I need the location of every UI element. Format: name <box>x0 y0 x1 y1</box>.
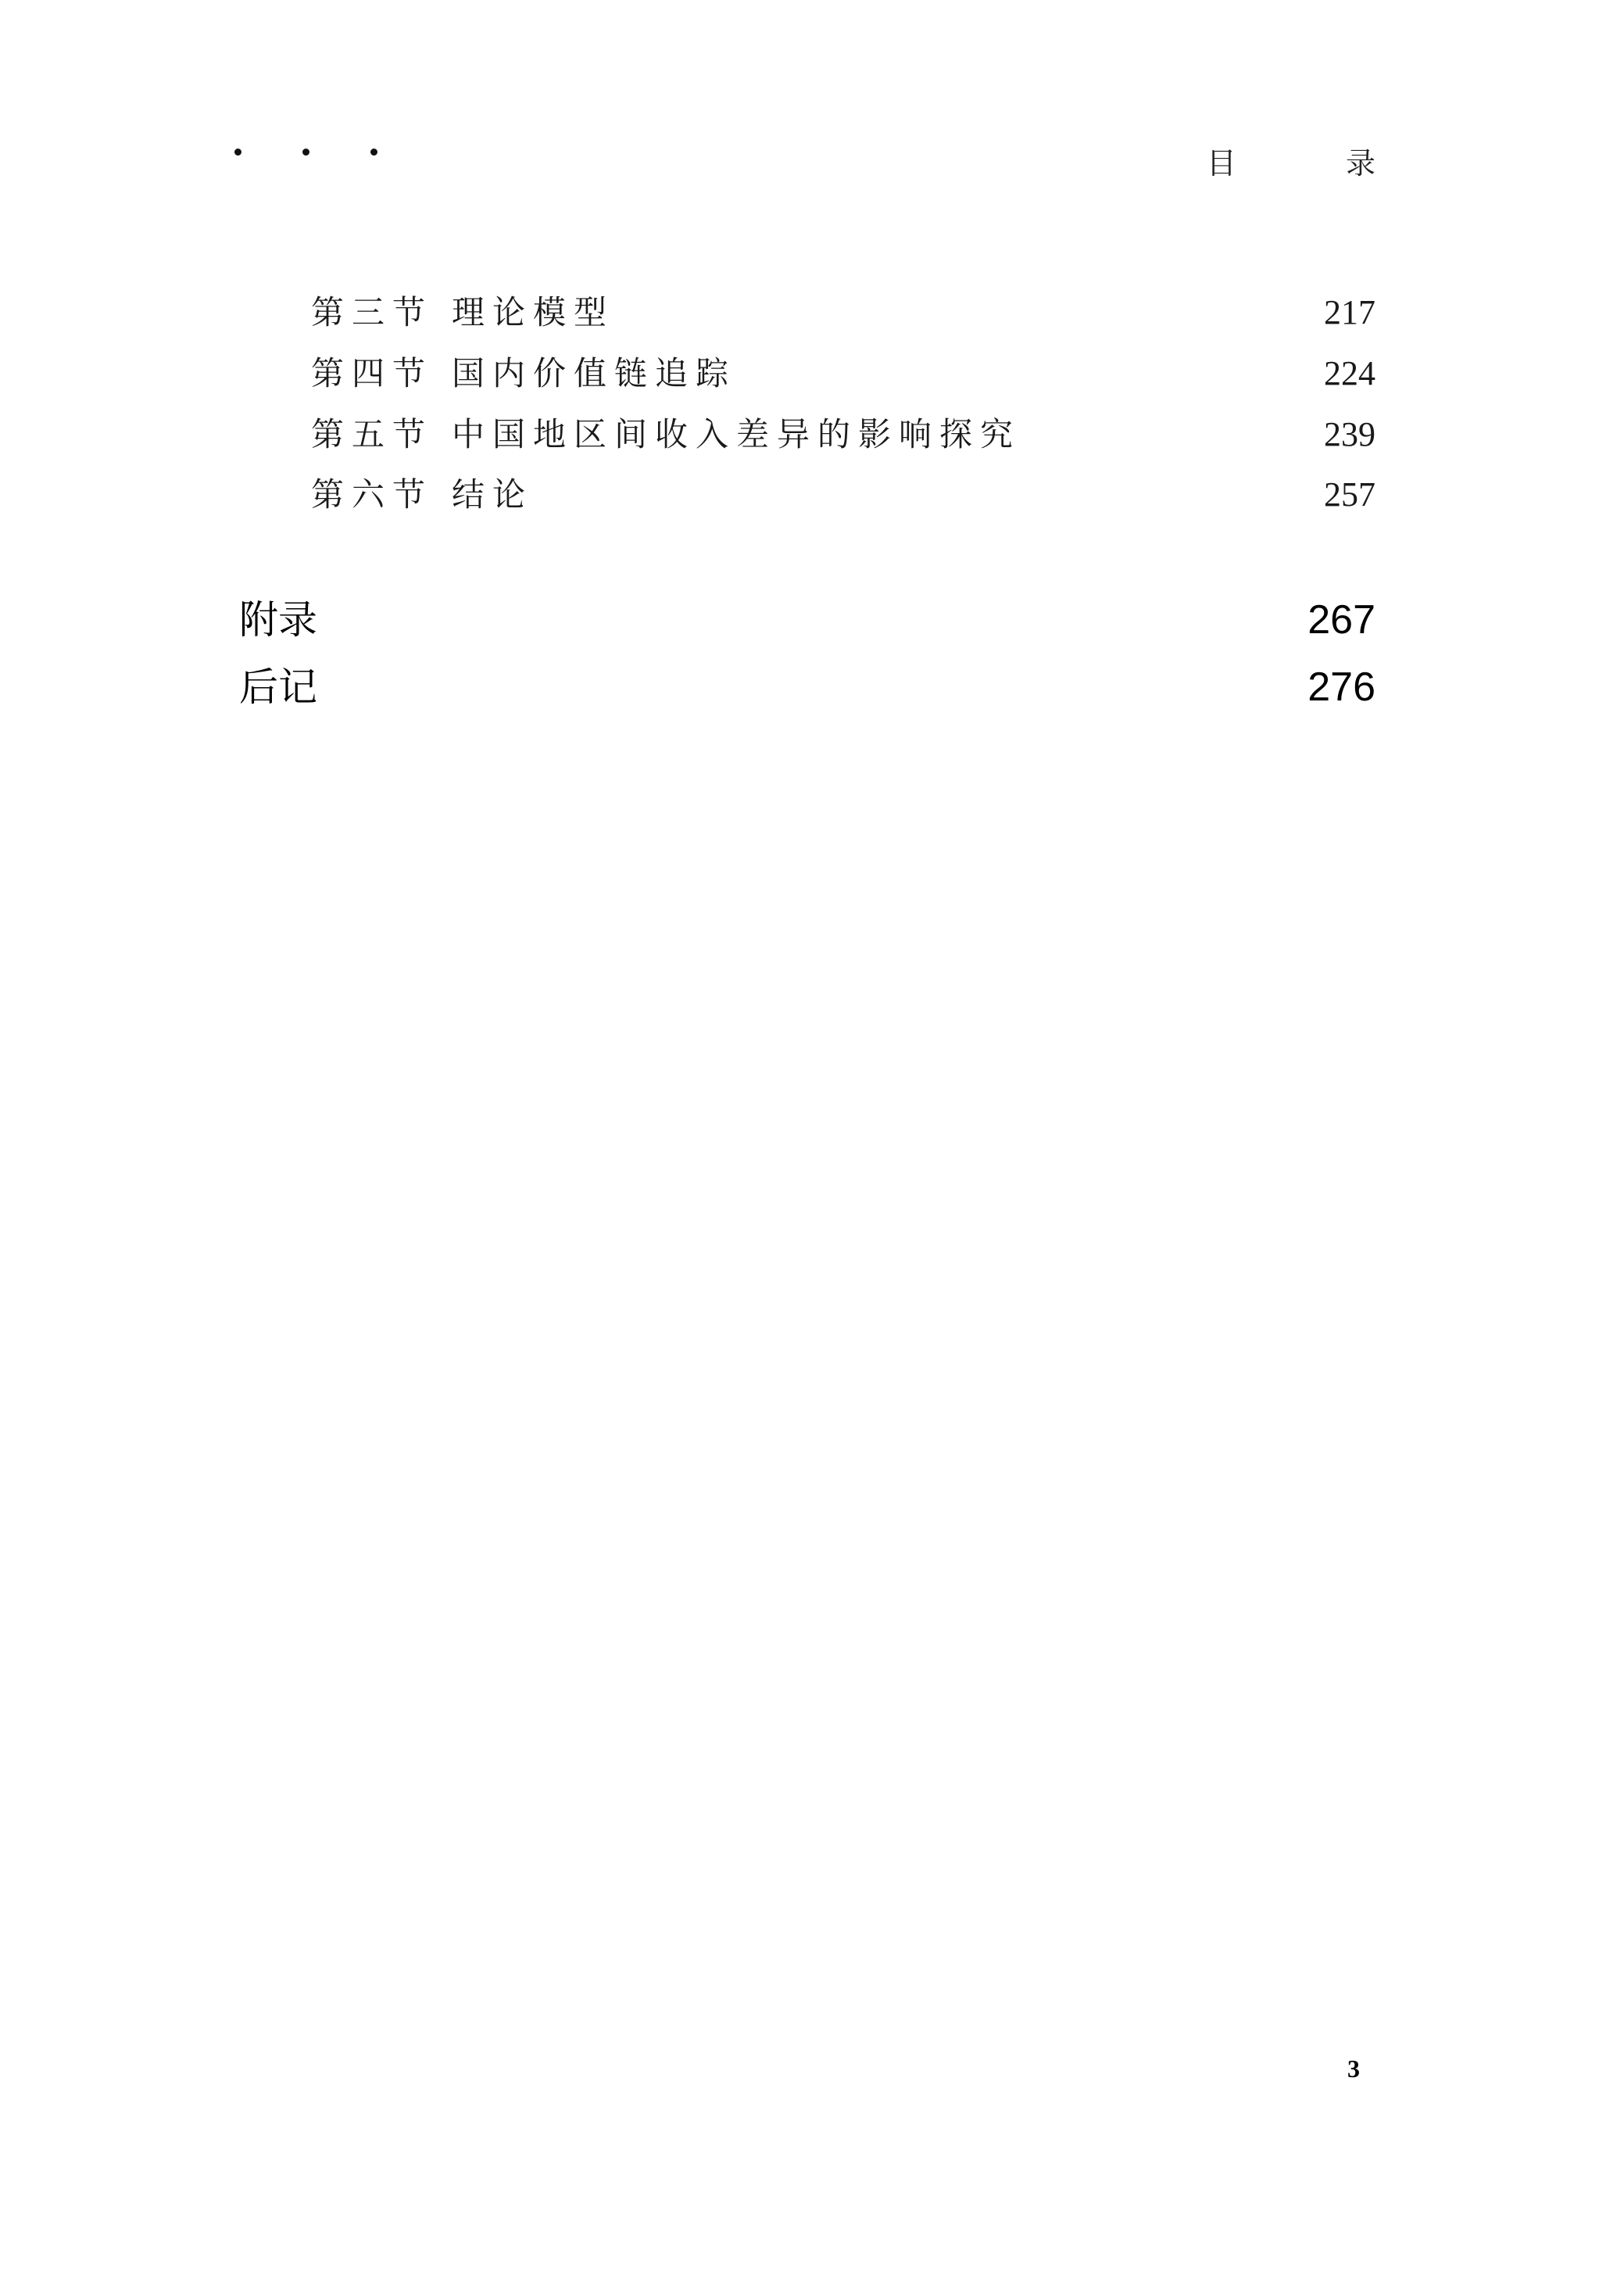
toc-entry-chapter[interactable] <box>239 659 1375 715</box>
footer-page-number: 3 <box>1347 2054 1360 2083</box>
toc-entry-section[interactable] <box>311 350 1375 397</box>
toc-page-number: 276 <box>1307 664 1375 710</box>
header-dot <box>234 149 241 156</box>
toc-page-number: 224 <box>1324 354 1375 392</box>
toc-entry-chapter[interactable] <box>239 592 1375 648</box>
toc-entry-section[interactable] <box>311 289 1375 336</box>
header-decoration-dots <box>234 149 383 164</box>
toc-section-number: 第四节 <box>311 354 434 392</box>
toc-page-number: 239 <box>1324 415 1375 453</box>
toc-section-number: 第五节 <box>311 415 434 453</box>
toc-section-title: 结论 <box>452 475 534 514</box>
toc-section-title: 国内价值链追踪 <box>452 354 737 392</box>
toc-page-number: 267 <box>1307 597 1375 643</box>
running-header-title: 目 录 <box>1206 146 1425 181</box>
toc-entry-section[interactable] <box>311 411 1375 458</box>
toc-page-number: 217 <box>1324 293 1375 331</box>
header-dot <box>370 149 377 156</box>
toc-section-title: 理论模型 <box>452 293 615 331</box>
header-dot <box>302 149 309 156</box>
toc-chapter-title: 后记 <box>239 664 317 710</box>
toc-section-number: 第六节 <box>311 475 434 514</box>
toc-section-number: 第三节 <box>311 293 434 331</box>
toc-page-number: 257 <box>1324 475 1375 514</box>
toc-entry-section[interactable] <box>311 471 1375 518</box>
toc-chapter-title: 附录 <box>239 597 317 643</box>
toc-section-title: 中国地区间收入差异的影响探究 <box>452 415 1021 453</box>
